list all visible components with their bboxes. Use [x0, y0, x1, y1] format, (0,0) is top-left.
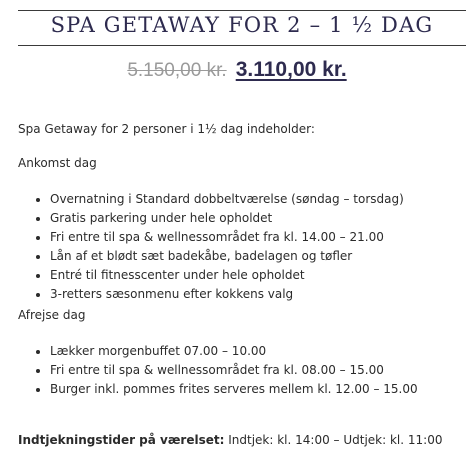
checkin-times [18, 433, 442, 447]
product-description [18, 120, 466, 399]
description-intro: Spa Getaway for 2 personer i 1½ dag indeholder: [18, 122, 315, 136]
departure-heading: Afrejse dag [18, 308, 86, 322]
list-item: • Overnatning i Standard dobbeltværelse (søndag – torsdag) [50, 190, 466, 209]
sale-price: 3.110,00 kr. [235, 58, 347, 81]
list-item: • 3-retters sæsonmenu efter kokkens valg [50, 285, 466, 304]
old-price: 5.150,00 kr. [127, 60, 227, 81]
title-bottom-divider [18, 45, 466, 46]
list-item: • Burger inkl. pommes frites serveres mellem kl. 12.00 – 15.00 [50, 380, 466, 399]
list-item: • Lån af et blødt sæt badekåbe, badelagen og tøfler [50, 247, 466, 266]
list-item: • Fri entre til spa & wellnessområdet fra kl. 14.00 – 21.00 [50, 228, 466, 247]
title-top-divider [18, 10, 466, 11]
arrival-list [18, 190, 466, 304]
product-title: SPA GETAWAY FOR 2 – 1 ½ DAG [50, 13, 434, 37]
list-item: • Lækker morgenbuffet 07.00 – 10.00 [50, 342, 466, 361]
list-item: • Entré til fitnesscenter under hele opholdet [50, 266, 466, 285]
checkin-label: Indtjekningstider på værelset: [18, 433, 225, 447]
list-item: • Gratis parkering under hele opholdet [50, 209, 466, 228]
arrival-heading: Ankomst dag [18, 156, 97, 170]
list-item: • Fri entre til spa & wellnessområdet fra kl. 08.00 – 15.00 [50, 361, 466, 380]
price-block [0, 58, 474, 82]
departure-list [18, 342, 466, 399]
checkin-value: Indtjek: kl. 14:00 – Udtjek: kl. 11:00 [224, 433, 443, 447]
